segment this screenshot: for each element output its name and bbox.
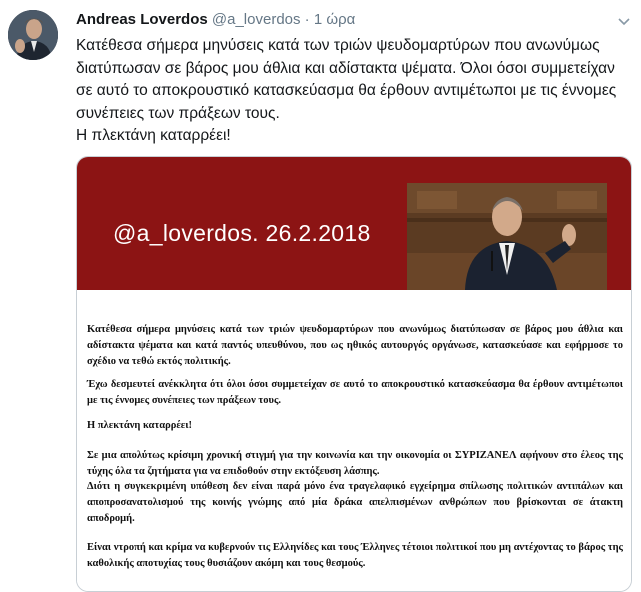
document-paragraph: Η πλεκτάνη καταρρέει! <box>87 420 193 431</box>
statement-document <box>77 290 632 592</box>
document-paragraph: Έχω δεσμευτεί ανέκκλητα ότι όλοι όσοι συμμετείχαν σε αυτό το αποκρουστικό κατασκεύασμα θα έρθουν αντιμέτωποι με τις έννομες συνέπειες των πράξεων τους. <box>87 379 623 406</box>
speaker-photo <box>407 183 607 290</box>
tweet-text-paragraph: Η πλεκτάνη καταρρέει! <box>76 127 231 144</box>
author-handle[interactable]: @a_loverdos <box>211 11 301 28</box>
chevron-down-icon[interactable] <box>617 14 631 24</box>
banner-handle-date: @a_loverdos. 26.2.2018 <box>113 220 371 246</box>
avatar[interactable] <box>8 10 58 60</box>
separator: · <box>304 11 310 28</box>
tweet-header <box>76 11 355 28</box>
tweet-text <box>76 35 628 148</box>
tweet-text-paragraph: Κατέθεσα σήμερα μηνύσεις κατά των τριών ψευδομαρτύρων που ανωνύμως διατύπωσαν σε βάρος μου άθλια και αδίστακτα ψέματα. Όλοι όσοι συμμετείχαν σε αυτό το αποκρουστικό κατασκεύασμα θα έρθουν αντιμέτωποι με τις έννομες συνέπειες των πράξεων τους. <box>76 37 617 122</box>
document-paragraph: Είναι ντροπή και κρίμα να κυβερνούν τις Ελληνίδες και τους Έλληνες τέτοιοι πολιτικοί που μη αντέχοντας το βάρος της καθολικής αποτυχίας τους θυσιάζουν ακόμη και τους θεσμούς. <box>87 542 623 569</box>
document-paragraph: Διότι η συγκεκριμένη υπόθεση δεν είναι παρά μόνο ένα τραγελαφικό εγχείρημα σπίλωσης πολιτικών αντιπάλων και αποπροσανατολισμού της κοινής γνώμης από μία δράκα απελπισμένων ανθρώπων που βρίσκονται σε άτακτη αποδρομή. <box>87 481 623 524</box>
tweet-media-image[interactable] <box>76 156 632 592</box>
timestamp[interactable]: 1 ώρα <box>313 11 356 28</box>
media-banner <box>77 157 632 290</box>
author-name[interactable]: Andreas Loverdos <box>76 11 208 28</box>
document-paragraph: Κατέθεσα σήμερα μηνύσεις κατά των τριών ψευδομαρτύρων που ανωνύμως διατύπωσαν σε βάρος μου άθλια και αδίστακτα ψέματα και κατά παντός υπευθύνου, που ως ηθικός αυτουργός οργάνωσε, κατασκεύασε και εφήρμοσε το σχέδιο να τεθώ εκτός πολιτικής. <box>87 324 623 367</box>
document-paragraph: Σε μια απολύτως κρίσιμη χρονική στιγμή για την κοινωνία και την οικονομία οι ΣΥΡΙΖΑΝΕΛ αφήνουν στο έλεος της τύχης όλα τα ζητήματα για να επιδοθούν στην εκτόξευση λάσπης. <box>87 450 623 477</box>
